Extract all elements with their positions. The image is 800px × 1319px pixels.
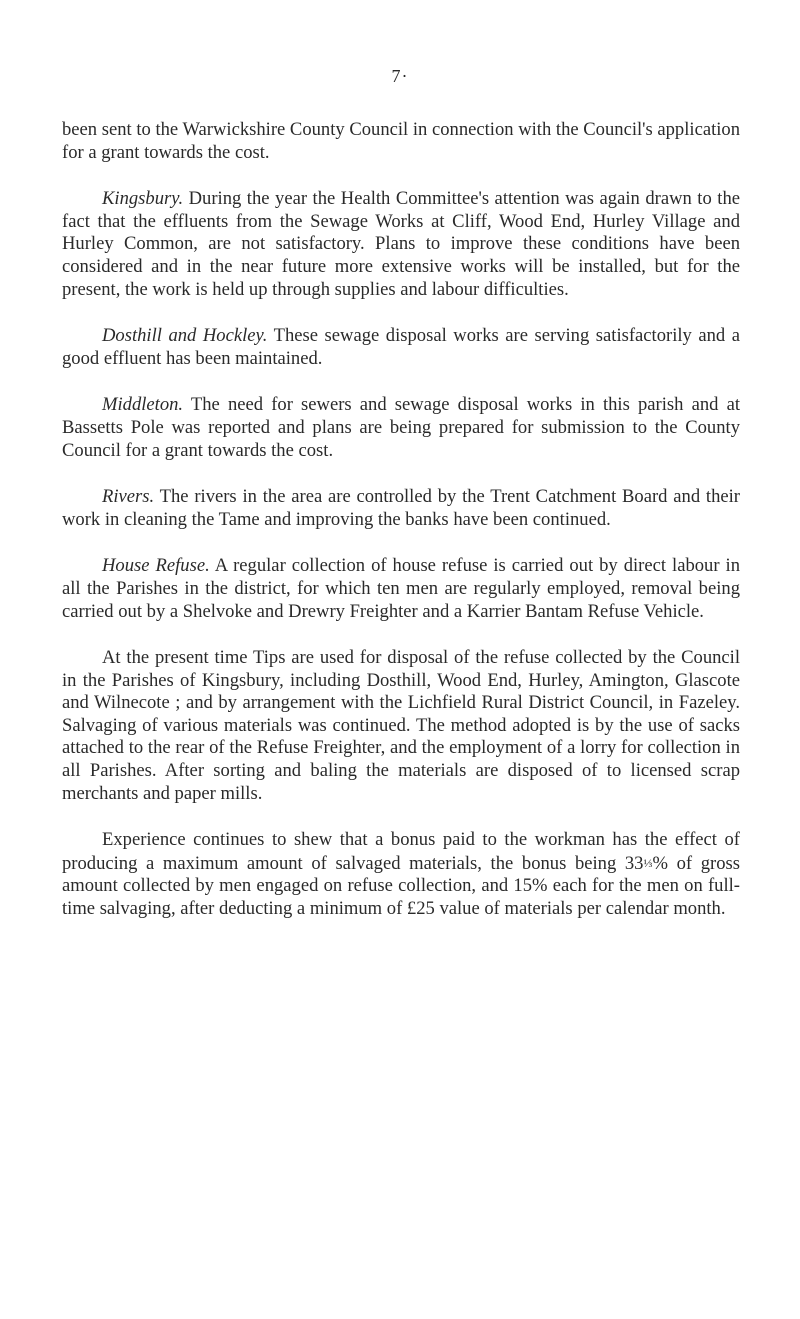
middleton-text: The need for sewers and sewage disposal works in this parish and at Bassetts Pole was reported and plans are being prepared for submission to the County Council for a grant towards the cost. xyxy=(62,394,740,461)
kingsbury-text: During the year the Health Committee's attention was again drawn to the fact that the effluents from the Sewage Works at Cliff, Wood End, Hurley Village and Hurley Common, are not satisfactory. Plans to improve these conditions have been considered and in the near future more extensive works will be installed, but for the present, the work is held up through supplies and labour difficulties. xyxy=(62,188,740,300)
experience-text-part2: % of gross amount collected by men engaged on refuse collection, and 15% each for the men on full-time salvaging, after deducting a minimum of £25 value of materials per calendar month. xyxy=(62,852,740,920)
house-refuse-heading: House Refuse. xyxy=(102,555,210,577)
house-refuse-text: A regular collection of house refuse is carried out by direct labour in all the Parishes in the district, for which ten men are regularly employed, removal being carried out by a Shelvoke and Drewry Freighter and a Karrier Bantam Refuse Vehicle. xyxy=(62,555,740,622)
rivers-text: The rivers in the area are controlled by the Trent Catchment Board and their work in cleaning the Tame and improving the banks have been continued. xyxy=(62,486,740,530)
middleton-paragraph xyxy=(62,394,740,462)
page-body xyxy=(62,119,740,921)
middleton-heading: Middleton. xyxy=(102,394,184,416)
rivers-heading: Rivers. xyxy=(102,486,155,508)
dosthill-heading: Dosthill and Hockley. xyxy=(102,325,268,347)
experience-text-part1: Experience continues to shew that a bonus paid to the workman has the effect of producing a maximum amount of salvaged materials, the bonus being 33 xyxy=(62,829,740,874)
dosthill-paragraph xyxy=(62,325,740,370)
kingsbury-heading: Kingsbury. xyxy=(102,188,184,210)
house-refuse-paragraph xyxy=(62,555,740,623)
continuation-paragraph: been sent to the Warwickshire County Council in connection with the Council's application for a grant towards the cost. xyxy=(62,119,740,163)
page-number: 7· xyxy=(391,66,409,86)
rivers-paragraph xyxy=(62,486,740,531)
dosthill-text: These sewage disposal works are serving satisfactorily and a good effluent has been maintained. xyxy=(62,325,740,369)
experience-fraction: ⅓ xyxy=(643,855,653,870)
kingsbury-paragraph xyxy=(62,188,740,301)
tips-paragraph: At the present time Tips are used for disposal of the refuse collected by the Council in the Parishes of Kingsbury, including Dosthill, Wood End, Hurley, Amington, Glascote and Wilnecote ; and by arrangement with the Lichfield Rural District Council, in Fazeley. Salvaging of various materials was continued. The method adopted is by the use of sacks attached to the rear of the Refuse Freighter, and the employment of a lorry for collection in all Parishes. After sorting and baling the materials are disposed of to licensed scrap merchants and paper mills. xyxy=(62,647,740,804)
experience-paragraph xyxy=(62,829,740,920)
